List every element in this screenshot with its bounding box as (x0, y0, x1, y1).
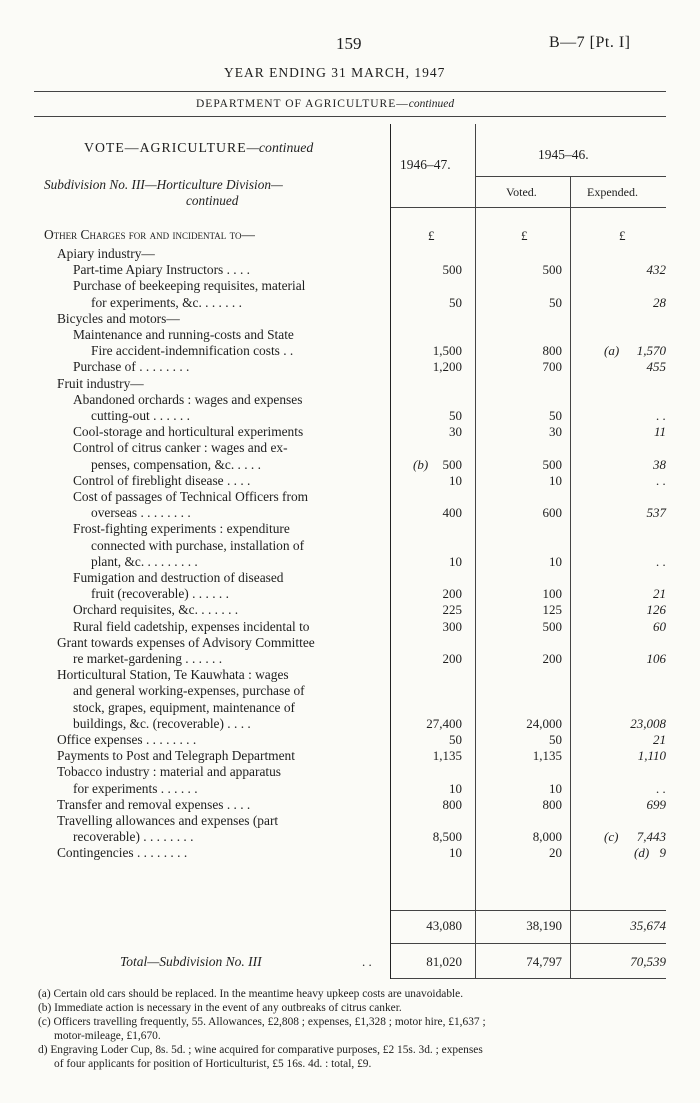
amount-expended: 699 (646, 796, 666, 812)
subtotal-expended: 35,674 (630, 918, 666, 933)
item-label: fruit (recoverable) . . . . . . (91, 586, 229, 602)
item-label: Part-time Apiary Instructors . . . . (73, 262, 251, 278)
document-reference: B—7 [Pt. I] (549, 34, 631, 51)
amount-1946-47: 225 (442, 602, 462, 618)
item-label: Maintenance and running-costs and State (73, 327, 294, 342)
amount-expended: 7,443 (636, 829, 666, 845)
vote-title-text: VOTE—AGRICULTURE (84, 140, 247, 155)
footnote-c: (c) Officers travelling frequently, 55. Allowances, £2,808 ; expenses, £1,328 ; motor hire, £1,637 ; (38, 1016, 486, 1028)
footnote-marker: (b) (413, 456, 429, 472)
footnote-marker: (c) (604, 829, 619, 845)
amount-1946-47: 300 (442, 618, 462, 634)
amount-voted: 600 (542, 505, 562, 521)
footnote-a: (a) Certain old cars should be replaced. In the meantime heavy upkeep costs are unavoidable. (38, 988, 464, 1000)
amount-1946-47: 500 (442, 456, 462, 472)
column-header-voted: Voted. (506, 185, 537, 199)
column-divider-3 (570, 176, 571, 979)
item-label: Contingencies . . . . . . . . (57, 845, 188, 861)
item-label: stock, grapes, equipment, maintenance of (73, 699, 295, 715)
amount-voted: 50 (549, 732, 562, 747)
item-label: cutting-out . . . . . . (91, 408, 190, 423)
amount-voted: 700 (542, 359, 562, 375)
page-number: 159 (336, 34, 362, 53)
amount-1946-47: 500 (442, 262, 462, 278)
amount-1946-47: 10 (449, 780, 462, 796)
amount-1946-47: 10 (449, 553, 462, 569)
subtotal-voted: 38,190 (526, 918, 562, 933)
column-divider-1 (390, 124, 391, 979)
column-header-1946-47: 1946–47. (400, 157, 451, 172)
amount-voted: 800 (542, 796, 562, 812)
item-label: Purchase of beekeeping requisites, material (73, 278, 306, 294)
column-divider-2 (475, 124, 476, 979)
item-label: Bicycles and motors— (57, 310, 180, 326)
subdivision-title: Subdivision No. III—Horticulture Division— (44, 177, 283, 192)
item-label: Fire accident-indemnification costs . . (91, 343, 294, 359)
header-rule-bottom (34, 116, 666, 117)
item-label: Cool-storage and horticultural experiments (73, 424, 304, 440)
item-label: Fumigation and destruction of diseased (73, 570, 284, 585)
amount-voted: 125 (542, 602, 562, 618)
amount-1946-47: 1,200 (432, 359, 462, 375)
item-label: Apiary industry— (57, 246, 155, 261)
amount-voted: 100 (542, 586, 562, 602)
department-name: DEPARTMENT OF AGRICULTURE— (196, 98, 409, 110)
amount-expended: . . (656, 408, 666, 423)
amount-expended: 60 (653, 618, 666, 634)
item-label: for experiments . . . . . . (73, 780, 198, 796)
amount-1946-47: 27,400 (426, 715, 462, 731)
amount-voted: 800 (542, 343, 562, 359)
amount-voted: 200 (542, 651, 562, 666)
amount-expended: 432 (646, 262, 666, 278)
item-label: Abandoned orchards : wages and expenses (73, 391, 303, 407)
footnote-d: d) Engraving Loder Cup, 8s. 5d. ; wine acquired for comparative purposes, £2 15s. 3d. ; expenses (38, 1044, 483, 1056)
header-rule-top (34, 91, 666, 92)
amount-1946-47: 50 (449, 294, 462, 310)
amount-expended: . . (656, 472, 666, 488)
footnote-c-continued: motor-mileage, £1,670. (54, 1030, 161, 1042)
amount-voted: 10 (549, 472, 562, 488)
amount-1946-47: 50 (449, 732, 462, 747)
amount-voted: 8,000 (532, 829, 562, 845)
amount-expended: 23,008 (630, 715, 666, 731)
item-label: Fruit industry— (57, 375, 144, 391)
amount-voted: 24,000 (526, 715, 562, 731)
amount-1946-47: 50 (449, 408, 462, 423)
subdivision-continued: continued (186, 193, 239, 208)
item-label: overseas . . . . . . . . (91, 505, 191, 521)
amount-1946-47: 1,135 (432, 748, 462, 764)
vote-title (84, 140, 313, 156)
amount-1946-47: 400 (442, 505, 462, 521)
amount-expended: 455 (646, 359, 666, 375)
amount-expended: 28 (653, 294, 666, 310)
column-header-rule (391, 207, 666, 208)
amount-voted: 1,135 (532, 748, 562, 764)
item-label: buildings, &c. (recoverable) . . . . (73, 715, 251, 731)
department-heading (196, 98, 454, 110)
footnote-marker: (a) (604, 343, 620, 359)
amount-1946-47: 800 (442, 796, 462, 812)
amount-1946-47: 200 (442, 586, 462, 602)
amount-voted: 500 (542, 456, 562, 472)
footnote-b: (b) Immediate action is necessary in the event of any outbreaks of citrus canker. (38, 1002, 402, 1014)
item-label: penses, compensation, &c. . . . . (91, 456, 261, 472)
item-label: Rural field cadetship, expenses incidental to (73, 618, 310, 634)
amount-expended: 1,570 (636, 343, 666, 359)
item-label: for experiments, &c. . . . . . . (91, 294, 242, 310)
amount-voted: 500 (542, 262, 562, 278)
amount-expended: . . (656, 553, 666, 569)
item-label: Cost of passages of Technical Officers from (73, 489, 309, 504)
footnote-marker: (d) (634, 845, 650, 861)
amount-1946-47: 10 (449, 472, 462, 488)
amount-voted: 10 (549, 780, 562, 796)
year-heading: YEAR ENDING 31 MARCH, 1947 (224, 65, 446, 80)
item-label: Grant towards expenses of Advisory Committee (57, 634, 315, 650)
total-expended: 70,539 (630, 954, 666, 969)
total-voted: 74,797 (526, 954, 562, 969)
column-header-1945-46: 1945–46. (538, 147, 589, 162)
item-label: Payments to Post and Telegraph Department (57, 748, 295, 764)
item-label: Purchase of . . . . . . . . (73, 359, 190, 375)
item-label: connected with purchase, installation of (91, 537, 305, 553)
subtotal-rule (391, 910, 666, 911)
amount-expended: 9 (659, 845, 666, 861)
currency-voted: £ (521, 228, 528, 243)
item-label: Tobacco industry : material and apparatus (57, 764, 282, 780)
amount-voted: 500 (542, 618, 562, 634)
item-label: Horticultural Station, Te Kauwhata : wages (57, 667, 289, 683)
amount-expended: 21 (653, 732, 666, 747)
item-label: Office expenses . . . . . . . . (57, 732, 197, 747)
total-label: Total—Subdivision No. III (120, 954, 262, 969)
amount-voted: 50 (549, 294, 562, 310)
item-label: Orchard requisites, &c. . . . . . . (73, 602, 239, 618)
amount-expended: 11 (653, 424, 666, 440)
total-1946-47: 81,020 (426, 954, 462, 969)
amount-expended: 21 (653, 586, 666, 602)
amount-1946-47: 200 (442, 651, 462, 666)
amount-expended: 38 (653, 456, 666, 472)
amount-expended: 106 (646, 651, 666, 666)
total-rule-bottom (391, 978, 666, 979)
amount-expended: 537 (646, 505, 666, 521)
footnote-d-continued: of four applicants for position of Horticulturist, £5 16s. 4d. : total, £9. (54, 1058, 372, 1070)
total-leader-dots: . . (362, 954, 372, 969)
currency-expended: £ (619, 228, 626, 243)
amount-voted: 50 (549, 408, 562, 423)
item-label: and general working-expenses, purchase of (73, 683, 305, 699)
amount-expended: 1,110 (637, 748, 666, 764)
amount-expended: 126 (646, 602, 666, 618)
amount-voted: 20 (549, 845, 562, 861)
total-rule-top (391, 943, 666, 944)
amount-1946-47: 30 (449, 424, 462, 440)
item-label: Frost-fighting experiments : expenditure (73, 521, 290, 537)
item-label: recoverable) . . . . . . . . (73, 829, 194, 845)
department-continued: continued (408, 98, 455, 110)
amount-voted: 10 (549, 553, 562, 569)
vote-title-continued: —continued (246, 140, 314, 155)
item-label: Control of citrus canker : wages and ex- (73, 440, 288, 456)
item-label: plant, &c. . . . . . . . . (91, 553, 198, 569)
amount-expended: . . (656, 780, 666, 796)
item-label: Transfer and removal expenses . . . . (57, 796, 251, 812)
item-label: Travelling allowances and expenses (part (57, 813, 279, 828)
year-header-rule (476, 176, 666, 177)
section-heading: Other Charges for and incidental to— (44, 227, 255, 242)
amount-1946-47: 10 (449, 845, 462, 861)
amount-voted: 30 (549, 424, 562, 440)
amount-1946-47: 1,500 (432, 343, 462, 359)
subtotal-1946-47: 43,080 (426, 918, 462, 933)
item-label: re market-gardening . . . . . . (73, 651, 223, 666)
item-label: Control of fireblight disease . . . . (73, 472, 251, 488)
column-header-expended: Expended. (587, 185, 638, 199)
currency-1946-47: £ (428, 228, 435, 243)
amount-1946-47: 8,500 (432, 829, 462, 845)
